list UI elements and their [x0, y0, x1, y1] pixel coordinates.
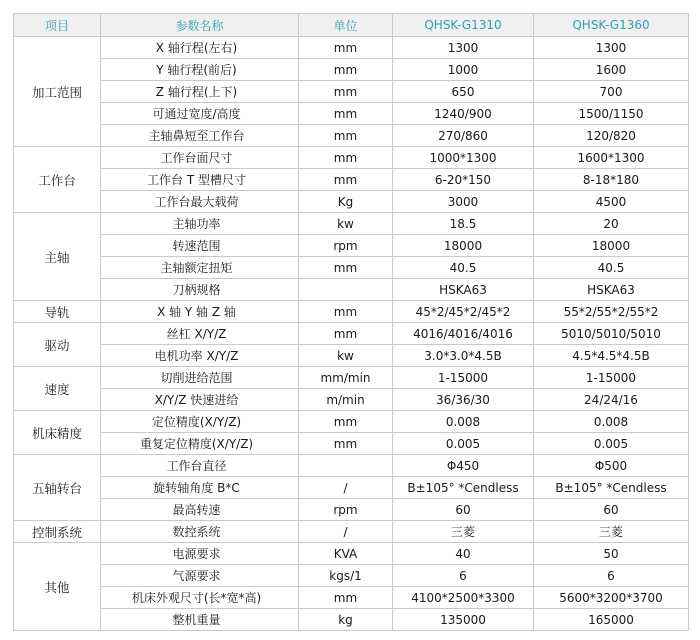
model-b-value: 20	[534, 213, 689, 235]
group-label: 其他	[14, 543, 101, 631]
group-label: 速度	[14, 367, 101, 411]
table-row	[14, 433, 689, 455]
model-a-value: HSKA63	[393, 279, 534, 301]
model-b-value: 55*2/55*2/55*2	[534, 301, 689, 323]
table-row	[14, 103, 689, 125]
unit-cell: mm	[299, 81, 393, 103]
param-cell: 工作台 T 型槽尺寸	[101, 169, 299, 191]
header-group: 项目	[14, 14, 101, 37]
model-b-value: 1-15000	[534, 367, 689, 389]
table-row	[14, 37, 689, 59]
model-a-value: 18.5	[393, 213, 534, 235]
model-b-value: 5600*3200*3700	[534, 587, 689, 609]
param-cell: X/Y/Z 快速进给	[101, 389, 299, 411]
param-cell: 主轴鼻短至工作台	[101, 125, 299, 147]
group-label: 驱动	[14, 323, 101, 367]
model-a-value: 三菱	[393, 521, 534, 543]
table-row	[14, 499, 689, 521]
model-a-value: Φ450	[393, 455, 534, 477]
param-cell: 工作台最大载荷	[101, 191, 299, 213]
param-cell: 数控系统	[101, 521, 299, 543]
table-row	[14, 367, 689, 389]
table-row	[14, 81, 689, 103]
table-row	[14, 521, 689, 543]
model-b-value: 1300	[534, 37, 689, 59]
model-a-value: 4100*2500*3300	[393, 587, 534, 609]
model-a-value: 6-20*150	[393, 169, 534, 191]
table-row	[14, 587, 689, 609]
param-cell: 机床外观尺寸(长*宽*高)	[101, 587, 299, 609]
model-b-value: 8-18*180	[534, 169, 689, 191]
model-a-value: 650	[393, 81, 534, 103]
model-a-value: 6	[393, 565, 534, 587]
model-b-value: 4500	[534, 191, 689, 213]
model-a-value: 1000*1300	[393, 147, 534, 169]
model-b-value: 5010/5010/5010	[534, 323, 689, 345]
unit-cell: mm	[299, 59, 393, 81]
param-cell: X 轴行程(左右)	[101, 37, 299, 59]
table-row	[14, 191, 689, 213]
param-cell: 工作台面尺寸	[101, 147, 299, 169]
model-b-value: 1500/1150	[534, 103, 689, 125]
unit-cell: rpm	[299, 235, 393, 257]
table-row	[14, 323, 689, 345]
unit-cell	[299, 455, 393, 477]
unit-cell: mm	[299, 37, 393, 59]
spec-table	[13, 13, 689, 631]
unit-cell: mm	[299, 257, 393, 279]
table-row	[14, 543, 689, 565]
model-b-value: 40.5	[534, 257, 689, 279]
header-row	[14, 14, 689, 37]
header-model-b: QHSK-G1360	[534, 14, 689, 37]
table-row	[14, 169, 689, 191]
model-b-value: 4.5*4.5*4.5B	[534, 345, 689, 367]
model-b-value: 18000	[534, 235, 689, 257]
unit-cell: mm	[299, 125, 393, 147]
model-a-value: 270/860	[393, 125, 534, 147]
model-b-value: HSKA63	[534, 279, 689, 301]
model-a-value: 1300	[393, 37, 534, 59]
group-label: 机床精度	[14, 411, 101, 455]
table-row	[14, 235, 689, 257]
model-b-value: 1600	[534, 59, 689, 81]
group-label: 五轴转台	[14, 455, 101, 521]
unit-cell: kw	[299, 213, 393, 235]
unit-cell: mm	[299, 147, 393, 169]
model-a-value: 3000	[393, 191, 534, 213]
unit-cell: mm/min	[299, 367, 393, 389]
unit-cell: rpm	[299, 499, 393, 521]
group-label: 工作台	[14, 147, 101, 213]
group-label: 导轨	[14, 301, 101, 323]
model-a-value: 1000	[393, 59, 534, 81]
model-a-value: 36/36/30	[393, 389, 534, 411]
unit-cell: kgs/1	[299, 565, 393, 587]
table-row	[14, 609, 689, 631]
param-cell: X 轴 Y 轴 Z 轴	[101, 301, 299, 323]
group-label: 主轴	[14, 213, 101, 301]
unit-cell: mm	[299, 169, 393, 191]
model-b-value: 60	[534, 499, 689, 521]
param-cell: 旋转轴角度 B*C	[101, 477, 299, 499]
header-param: 参数名称	[101, 14, 299, 37]
model-a-value: 45*2/45*2/45*2	[393, 301, 534, 323]
model-b-value: 120/820	[534, 125, 689, 147]
param-cell: 丝杠 X/Y/Z	[101, 323, 299, 345]
table-row	[14, 59, 689, 81]
model-a-value: 18000	[393, 235, 534, 257]
table-row	[14, 301, 689, 323]
table-row	[14, 213, 689, 235]
model-b-value: 0.008	[534, 411, 689, 433]
unit-cell: Kg	[299, 191, 393, 213]
model-b-value: 50	[534, 543, 689, 565]
unit-cell: mm	[299, 587, 393, 609]
unit-cell: /	[299, 477, 393, 499]
param-cell: 工作台直径	[101, 455, 299, 477]
unit-cell: kg	[299, 609, 393, 631]
table-row	[14, 477, 689, 499]
param-cell: 定位精度(X/Y/Z)	[101, 411, 299, 433]
table-row	[14, 345, 689, 367]
table-row	[14, 389, 689, 411]
param-cell: 电机功率 X/Y/Z	[101, 345, 299, 367]
group-label: 加工范围	[14, 37, 101, 147]
model-a-value: 135000	[393, 609, 534, 631]
model-a-value: 1-15000	[393, 367, 534, 389]
table-row	[14, 411, 689, 433]
table-row	[14, 455, 689, 477]
unit-cell: mm	[299, 103, 393, 125]
param-cell: 转速范围	[101, 235, 299, 257]
unit-cell: mm	[299, 323, 393, 345]
table-row	[14, 147, 689, 169]
model-b-value: 6	[534, 565, 689, 587]
unit-cell: m/min	[299, 389, 393, 411]
model-a-value: 3.0*3.0*4.5B	[393, 345, 534, 367]
spec-body	[14, 37, 689, 631]
table-row	[14, 257, 689, 279]
unit-cell	[299, 279, 393, 301]
model-a-value: 40.5	[393, 257, 534, 279]
param-cell: 主轴功率	[101, 213, 299, 235]
model-b-value: 24/24/16	[534, 389, 689, 411]
model-a-value: 60	[393, 499, 534, 521]
param-cell: 刀柄规格	[101, 279, 299, 301]
unit-cell: /	[299, 521, 393, 543]
model-a-value: 0.005	[393, 433, 534, 455]
model-a-value: 40	[393, 543, 534, 565]
param-cell: Y 轴行程(前后)	[101, 59, 299, 81]
model-b-value: 0.005	[534, 433, 689, 455]
model-b-value: B±105° *Cendless	[534, 477, 689, 499]
param-cell: 最高转速	[101, 499, 299, 521]
unit-cell: mm	[299, 411, 393, 433]
table-row	[14, 125, 689, 147]
model-a-value: 0.008	[393, 411, 534, 433]
header-model-a: QHSK-G1310	[393, 14, 534, 37]
model-b-value: 三菱	[534, 521, 689, 543]
unit-cell: mm	[299, 433, 393, 455]
model-b-value: Φ500	[534, 455, 689, 477]
param-cell: 气源要求	[101, 565, 299, 587]
param-cell: Z 轴行程(上下)	[101, 81, 299, 103]
param-cell: 电源要求	[101, 543, 299, 565]
model-b-value: 165000	[534, 609, 689, 631]
model-a-value: B±105° *Cendless	[393, 477, 534, 499]
param-cell: 切削进给范围	[101, 367, 299, 389]
param-cell: 重复定位精度(X/Y/Z)	[101, 433, 299, 455]
header-unit: 单位	[299, 14, 393, 37]
model-a-value: 4016/4016/4016	[393, 323, 534, 345]
param-cell: 主轴额定扭矩	[101, 257, 299, 279]
group-label: 控制系统	[14, 521, 101, 543]
table-row	[14, 279, 689, 301]
unit-cell: mm	[299, 301, 393, 323]
unit-cell: KVA	[299, 543, 393, 565]
param-cell: 整机重量	[101, 609, 299, 631]
table-row	[14, 565, 689, 587]
param-cell: 可通过宽度/高度	[101, 103, 299, 125]
model-b-value: 700	[534, 81, 689, 103]
model-a-value: 1240/900	[393, 103, 534, 125]
model-b-value: 1600*1300	[534, 147, 689, 169]
unit-cell: kw	[299, 345, 393, 367]
